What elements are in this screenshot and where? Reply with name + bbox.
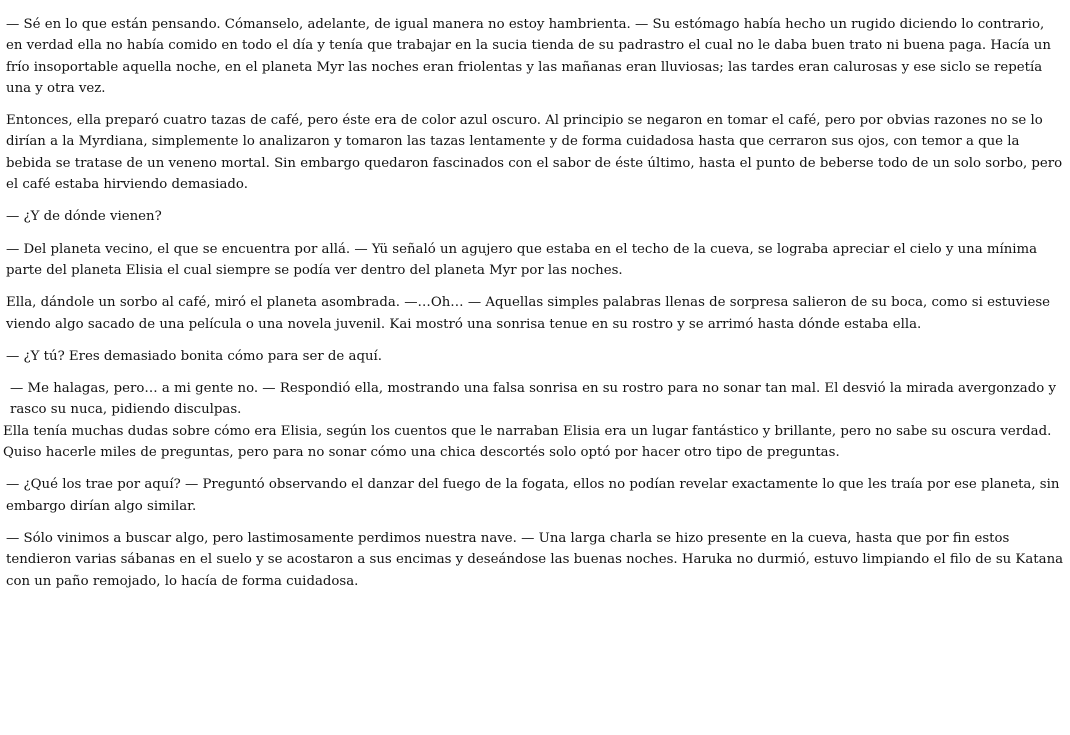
paragraph-1: — Sé en lo que están pensando. Cómanselo, adelante, de igual manera no estoy hambrienta. — Su estómago había hecho un rugido diciendo lo contrario, en verdad ella no había comido en todo el día y tenía que trabajar en la sucia tienda de su padrastro el cual no le daba buen trato ni buena paga. Hacía un frío insoportable aquella noche, en el planeta Myr las noches eran friolentas y las mañanas eran lluviosas; las tardes eran calurosas y ese siclo se repetía una y otra vez. (6, 17, 1051, 96)
paragraph-5: Ella, dándole un sorbo al café, miró el planeta asombrada. —…Oh… — Aquellas simples palabras llenas de sorpresa salieron de su boca, como si estuviese viendo algo sacado de una película o una novela juvenil. Kai mostró una sonrisa tenue en su rostro y se arrimó hasta dónde estaba ella. (6, 295, 1051, 332)
paragraph-3: — ¿Y de dónde vienen? (6, 209, 162, 225)
paragraph-9: — ¿Qué los trae por aquí? — Preguntó observando el danzar del fuego de la fogata, ellos no podían revelar exactamente lo que les traía por ese planeta, sin embargo dirían algo similar. (6, 477, 1060, 514)
paragraph-2: Entonces, ella preparó cuatro tazas de café, pero éste era de color azul oscuro. Al principio se negaron en tomar el café, pero por obvias razones no se lo dirían a la Myrdiana, simplemente lo analizaron y tomaron las tazas lentamente y de forma cuidadosa hasta que cerraron sus ojos, con temor a que la bebida se tratase de un veneno mortal. Sin embargo quedaron fascinados con el sabor de éste último, hasta el punto de beberse todo de un solo sorbo, pero el café estaba hirviendo demasiado. (6, 113, 1063, 193)
paragraph-7: — Me halagas, pero… a mi gente no. — Respondió ella, mostrando una falsa sonrisa en su rostro para no sonar tan mal. El desvió la mirada avergonzado y rasco su nuca, pidiendo disculpas. (10, 381, 1056, 418)
paragraph-8: Ella tenía muchas dudas sobre cómo era Elisia, según los cuentos que le narraban Elisia era un lugar fantástico y brillante, pero no sabe su oscura verdad. Quiso hacerle miles de preguntas, pero para no sonar cómo una chica descortés solo optó por hacer otro tipo de preguntas. (3, 423, 1052, 461)
document-body (3, 14, 1064, 603)
paragraph-10: — Sólo vinimos a buscar algo, pero lastimosamente perdimos nuestra nave. — Una larga charla se hizo presente en la cueva, hasta que por fin estos tendieron varias sábanas en el suelo y se acostaron a sus encimas y deseándose las buenas noches. Haruka no durmió, estuvo limpiando el filo de su Katana con un paño remojado, lo hacía de forma cuidadosa. (6, 530, 1064, 589)
paragraph-6: — ¿Y tú? Eres demasiado bonita cómo para ser de aquí. (6, 348, 383, 364)
paragraph-4: — Del planeta vecino, el que se encuentra por allá. — Yü señaló un agujero que estaba en el techo de la cueva, se lograba apreciar el cielo y una mínima parte del planeta Elisia el cual siempre se podía ver dentro del planeta Myr por las noches. (6, 241, 1038, 278)
